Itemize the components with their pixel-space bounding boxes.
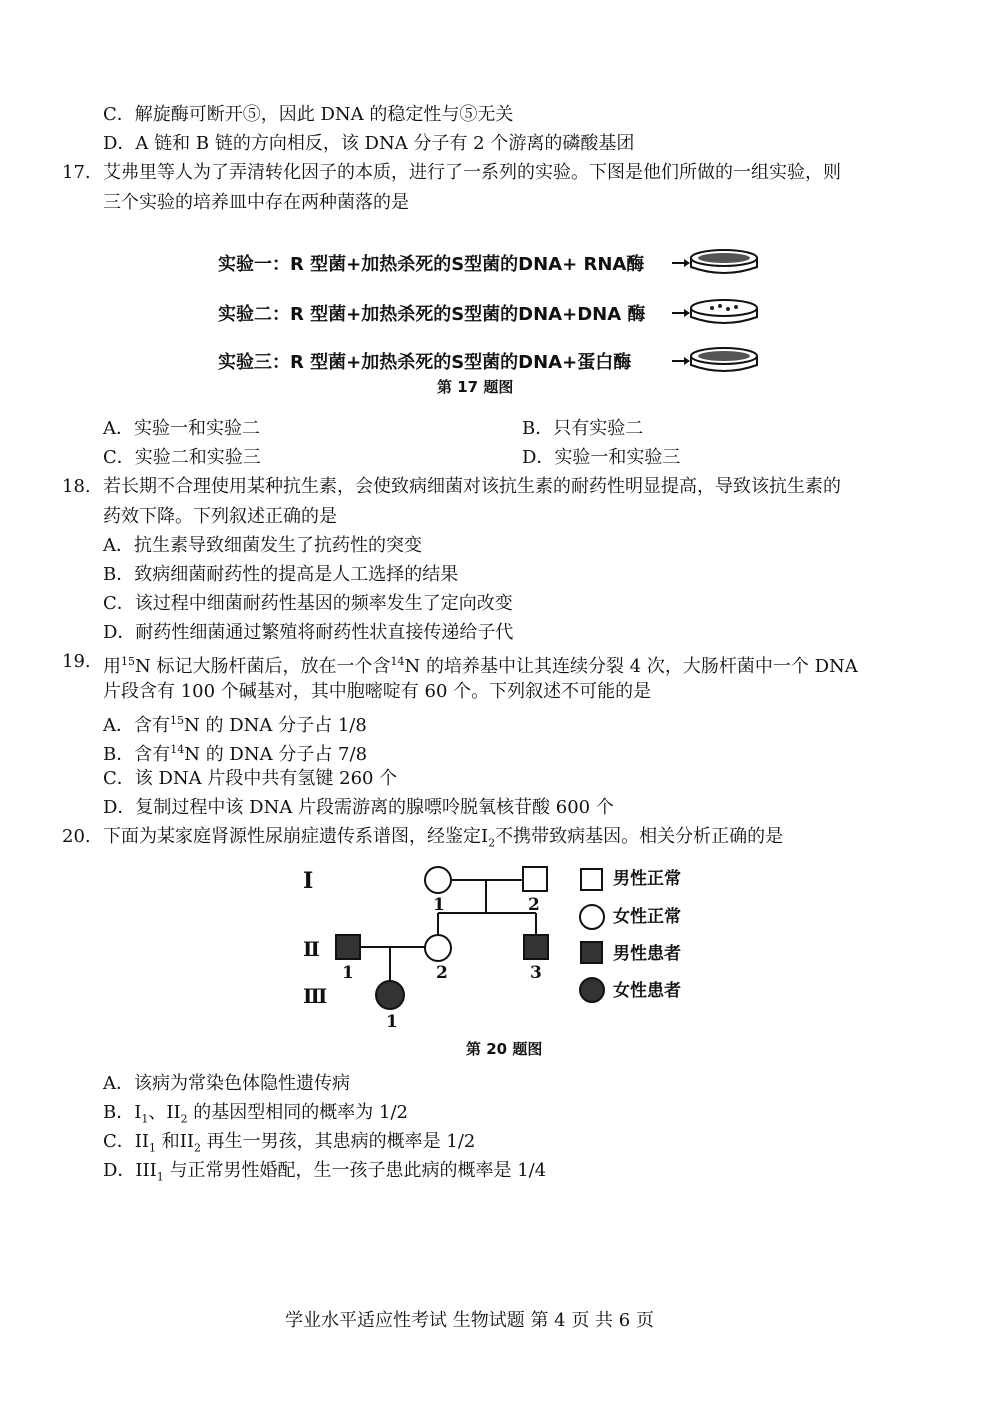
q20-stem: 下面为某家庭肾源性尿崩症遗传系谱图，经鉴定$I_2$不携带致病基因。相关分析正确的是: [103, 826, 784, 850]
label-ii1: 1: [342, 963, 354, 983]
pedigree-ii1-affected-male: [336, 935, 360, 959]
q16-option-d: D．A 链和 B 链的方向相反，该 DNA 分子有 2 个游离的磷酸基团: [103, 133, 635, 154]
label-ii2: 2: [436, 963, 448, 983]
page-footer: 学业水平适应性考试 生物试题 第 4 页 共 6 页: [285, 1310, 654, 1331]
q19-option-a: A．含有$^{15}$N 的 DNA 分子占 1/8: [103, 714, 367, 736]
legend-normal-female: 女性正常: [613, 907, 681, 927]
petri-dish-2-icon: [672, 293, 764, 333]
legend-affected-male: 男性患者: [613, 944, 681, 964]
q19-option-c: C．该 DNA 片段中共有氢键 260 个: [103, 768, 398, 789]
q18-option-d: D．耐药性细菌通过繁殖将耐药性状直接传递给子代: [103, 622, 514, 643]
q18-option-a: A．抗生素导致细菌发生了抗药性的突变: [103, 535, 422, 556]
pedigree-i2-normal-male: [523, 867, 547, 891]
q20-option-c: C．$II_1$ 和$II_2$ 再生一男孩，其患病的概率是 1/2: [103, 1131, 476, 1155]
q17-figure-caption: 第 17 题图: [437, 378, 514, 396]
q17-option-a: A．实验一和实验二: [103, 418, 260, 439]
q20-figure-caption: 第 20 题图: [466, 1040, 543, 1058]
q18-option-b: B．致病细菌耐药性的提高是人工选择的结果: [103, 564, 459, 585]
legend-normal-female-icon: [580, 905, 604, 929]
q17-option-d: D．实验一和实验三: [522, 447, 681, 468]
petri-dish-1-icon: [672, 243, 764, 283]
q19-stem-line2: 片段含有 100 个碱基对，其中胞嘧啶有 60 个。下列叙述不可能的是: [103, 681, 652, 702]
q18-stem-line2: 药效下降。下列叙述正确的是: [103, 506, 337, 527]
legend-affected-female-icon: [580, 978, 604, 1002]
legend-normal-male: 男性正常: [613, 869, 681, 889]
legend-affected-male-icon: [581, 942, 602, 963]
q19-option-b: B．含有$^{14}$N 的 DNA 分子占 7/8: [103, 743, 368, 765]
q17-stem-line2: 三个实验的培养皿中存在两种菌落的是: [103, 192, 409, 213]
q17-option-b: B．只有实验二: [522, 418, 644, 439]
pedigree-legend-symbols: [576, 864, 608, 1014]
q19-number: 19.: [62, 651, 91, 672]
pedigree-i1-normal-female: [425, 867, 451, 893]
q17-stem-line1: 艾弗里等人为了弄清转化因子的本质，进行了一系列的实验。下图是他们所做的一组实验，则: [103, 162, 841, 183]
petri-dish-3-icon: [672, 341, 764, 381]
label-ii3: 3: [530, 963, 542, 983]
q17-experiment-1: 实验一：R 型菌+加热杀死的S型菌的DNA+ RNA酶: [218, 254, 645, 275]
generation-label-ii: Ⅱ: [303, 937, 320, 961]
q20-number: 20.: [62, 826, 91, 847]
q18-option-c: C．该过程中细菌耐药性基因的频率发生了定向改变: [103, 593, 513, 614]
q17-option-c: C．实验二和实验三: [103, 447, 261, 468]
pedigree-ii3-affected-male: [524, 935, 548, 959]
q17-number: 17.: [62, 162, 91, 183]
label-i2: 2: [528, 895, 540, 915]
q18-stem-line1: 若长期不合理使用某种抗生素，会使致病细菌对该抗生素的耐药性明显提高，导致该抗生素的: [103, 476, 841, 497]
label-iii1: 1: [386, 1012, 398, 1032]
pedigree-iii1-affected-female: [376, 981, 404, 1009]
label-i1: 1: [433, 895, 445, 915]
legend-affected-female: 女性患者: [613, 981, 681, 1001]
generation-label-iii: Ⅲ: [303, 984, 328, 1008]
q20-option-d: D．$III_1$ 与正常男性婚配，生一孩子患此病的概率是 1/4: [103, 1160, 547, 1184]
q16-option-c: C．解旋酶可断开⑤，因此 DNA 的稳定性与⑤无关: [103, 104, 514, 125]
q20-option-a: A．该病为常染色体隐性遗传病: [103, 1073, 350, 1094]
q20-option-b: B．$I_1$、$II_2$ 的基因型相同的概率为 1/2: [103, 1102, 408, 1126]
q18-number: 18.: [62, 476, 91, 497]
pedigree-ii2-normal-female: [425, 935, 451, 961]
q19-option-d: D．复制过程中该 DNA 片段需游离的腺嘌呤脱氧核苷酸 600 个: [103, 797, 614, 818]
q17-experiment-3: 实验三：R 型菌+加热杀死的S型菌的DNA+蛋白酶: [218, 352, 632, 373]
generation-label-i: I: [303, 868, 314, 894]
q17-experiment-2: 实验二：R 型菌+加热杀死的S型菌的DNA+DNA 酶: [218, 304, 646, 325]
legend-normal-male-icon: [581, 869, 602, 890]
q19-stem-line1: 用$^{15}$N 标记大肠杆菌后，放在一个含$^{14}$N 的培养基中让其连续分裂 4 次，大肠杆菌中一个 DNA: [103, 655, 858, 677]
